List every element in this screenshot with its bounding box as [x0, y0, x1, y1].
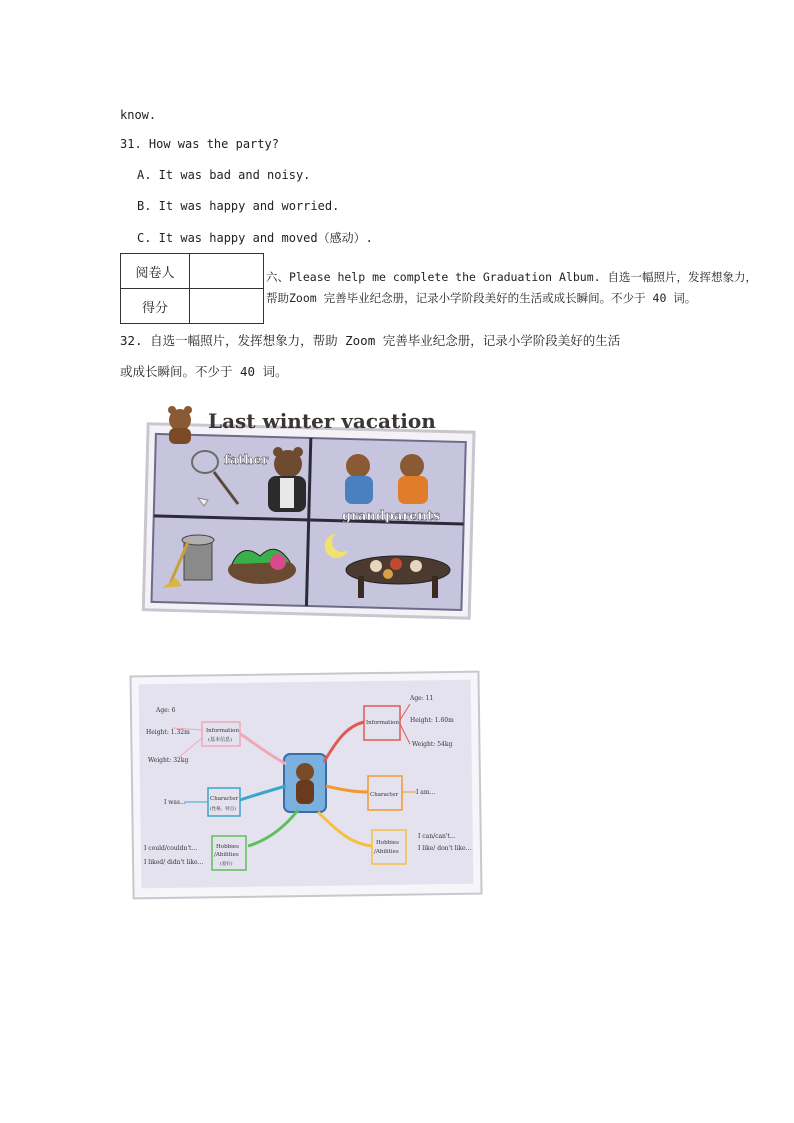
right-age: Age: 11 — [410, 695, 434, 702]
left-info-label: Information — [206, 728, 240, 734]
option-c: C. It was happy and moved（感动）. — [137, 231, 373, 245]
right-height: Height: 1.60m — [410, 717, 454, 724]
score-cell — [190, 289, 264, 324]
left-character-label: Character — [210, 796, 239, 802]
right-hobbies-label: Hobbies — [376, 840, 399, 846]
grader-cell — [190, 254, 264, 289]
left-hobbies-label: Hobbies — [216, 844, 239, 850]
photo-mind-map — [128, 668, 484, 900]
section-6-line2: 帮助Zoom 完善毕业纪念册，记录小学阶段美好的生活或成长瞬间。不少于 40 词。 — [266, 291, 697, 305]
label-grandparents: grandparents — [342, 509, 441, 524]
option-a: A. It was bad and noisy. — [137, 168, 311, 182]
right-can: I can/can't... — [418, 833, 456, 840]
left-age: Age: 6 — [156, 707, 176, 714]
label-father: father — [224, 453, 269, 468]
left-height: Height: 1.32m — [146, 729, 190, 736]
right-info-label: Information — [366, 720, 400, 726]
right-like: I like/ don't like... — [418, 845, 472, 852]
left-weight: Weight: 32kg — [148, 757, 189, 764]
left-hobbies-sub: (爱好) — [220, 862, 233, 867]
left-abilities-label: /Abilities — [214, 852, 239, 858]
right-character-label: Character — [370, 792, 399, 798]
score-label: 得分 — [121, 289, 190, 324]
grader-label: 阅卷人 — [121, 254, 190, 289]
small-bear-icon — [168, 406, 192, 444]
photo1-title: Last winter vacation — [208, 409, 436, 433]
section-6-line1: 六、Please help me complete the Graduation Album. 自选一幅照片，发挥想象力， — [266, 270, 757, 284]
right-abilities-label: /Abilities — [374, 849, 399, 855]
text-know: know. — [120, 108, 157, 122]
left-liked: I liked/ didn't like... — [144, 859, 204, 866]
left-character-sub: (性格、特点) — [210, 807, 237, 812]
right-weight: Weight: 54kg — [412, 741, 453, 748]
option-b: B. It was happy and worried. — [137, 199, 340, 213]
question-32-line2: 或成长瞬间。不少于 40 词。 — [120, 364, 288, 379]
bear-icon — [296, 763, 314, 804]
score-table — [120, 253, 264, 324]
left-i-was: I was... — [164, 799, 186, 806]
question-32-line1: 32. 自选一幅照片，发挥想象力，帮助 Zoom 完善毕业纪念册，记录小学阶段美好的生活 — [120, 333, 621, 348]
photo-winter-vacation — [140, 392, 480, 624]
left-info-sub: (基本信息) — [208, 737, 232, 743]
question-31: 31. How was the party? — [120, 137, 279, 151]
right-i-am: I am... — [416, 789, 436, 796]
left-could: I could/couldn't... — [144, 845, 198, 852]
